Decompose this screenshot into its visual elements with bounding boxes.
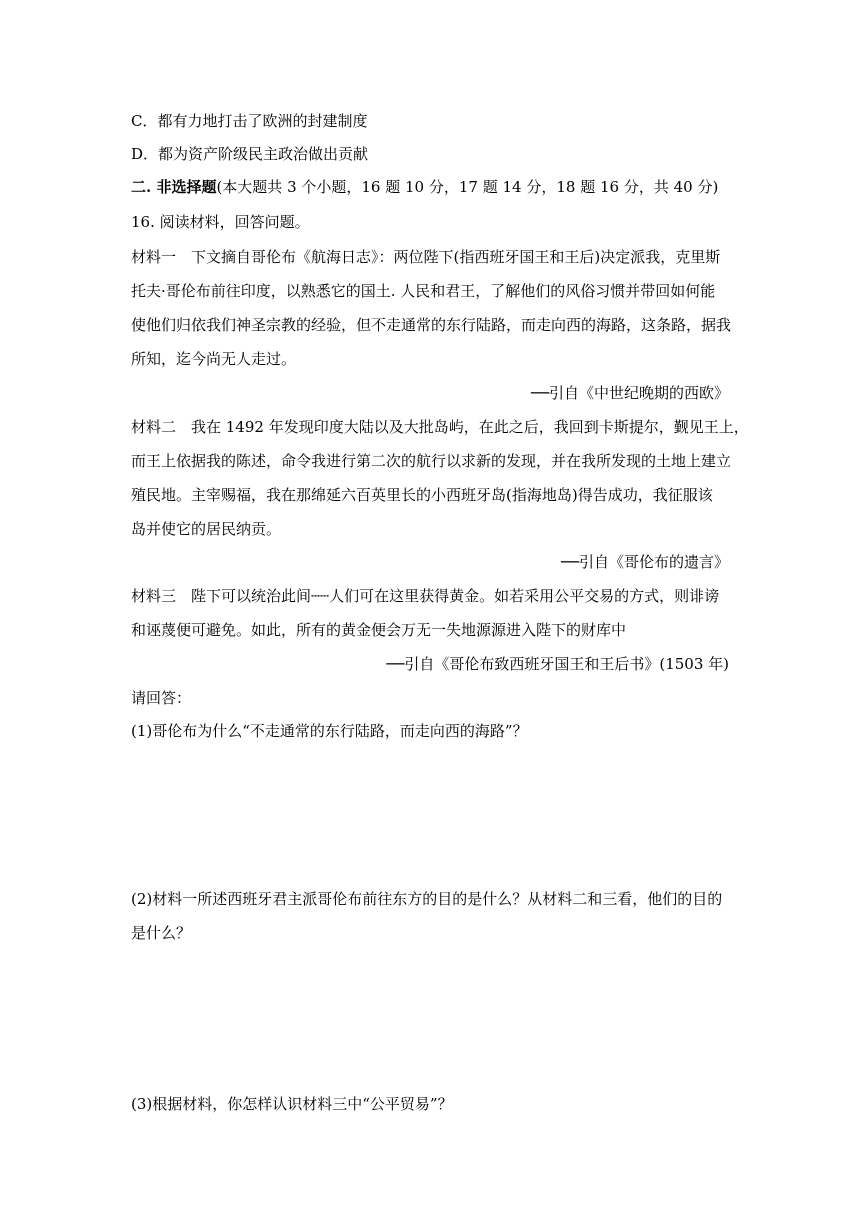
section-note: (本大题共 3 个小题，16 题 10 分，17 题 14 分，18 题 16 分，共 40 分) [216,178,719,196]
answer-prompt: 请回答： [131,689,192,707]
material-2-line-2: 而王上依据我的陈述，命令我进行第二次的航行以求新的发现，并在我所发现的土地上建立 [131,452,732,470]
material-3-line-1: 材料三 陛下可以统治此间┄┄人们可在这里获得黄金。如若采用公平交易的方式，则诽谤 [131,587,720,605]
material-1-source: ──引自《中世纪晚期的西欧》 [530,384,729,402]
section-heading [131,177,729,197]
option-d: D．都为资产阶级民主政治做出贡献 [131,145,369,163]
question-3: (3)根据材料，你怎样认识材料三中“公平贸易”？ [131,1095,453,1113]
section-title: 二. 非选择题 [131,178,217,196]
material-2-line-1: 材料二 我在 1492 年发现印度大陆以及大批岛屿，在此之后，我回到卡斯提尔，觐见王上， [131,418,749,436]
material-3-line-2: 和诬蔑便可避免。如此，所有的黄金便会万无一失地源源进入陛下的财库中 [131,621,627,639]
material-2-source: ──引自《哥伦布的遗言》 [560,553,729,571]
material-1-line-3: 使他们归依我们神圣宗教的经验，但不走通常的东行陆路，而走向西的海路，这条路，据我 [131,316,732,334]
option-c: C．都有力地打击了欧洲的封建制度 [131,112,368,130]
question-1: (1)哥伦布为什么“不走通常的东行陆路，而走向西的海路”？ [131,722,528,740]
question-16-intro: 16. 阅读材料，回答问题。 [131,213,310,231]
material-1-line-1: 材料一 下文摘自哥伦布《航海日志》：两位陛下(指西班牙国王和王后)决定派我，克里斯 [131,248,721,266]
material-3-source: ──引自《哥伦布致西班牙国王和王后书》(1503 年) [386,655,729,673]
material-1-line-4: 所知，迄今尚无人走过。 [131,350,297,368]
material-2-line-3: 殖民地。主宰赐福，我在那绵延六百英里长的小西班牙岛(指海地岛)得告成功，我征服该 [131,486,713,504]
question-2-line-1: (2)材料一所述西班牙君主派哥伦布前往东方的目的是什么？从材料二和三看，他们的目的 [131,890,723,908]
question-2-line-2: 是什么？ [131,924,192,942]
material-1-line-2: 托夫·哥伦布前往印度，以熟悉它的国土. 人民和君王，了解他们的风俗习惯并带回如何能 [131,282,716,300]
material-2-line-4: 岛并使它的居民纳贡。 [131,520,282,538]
